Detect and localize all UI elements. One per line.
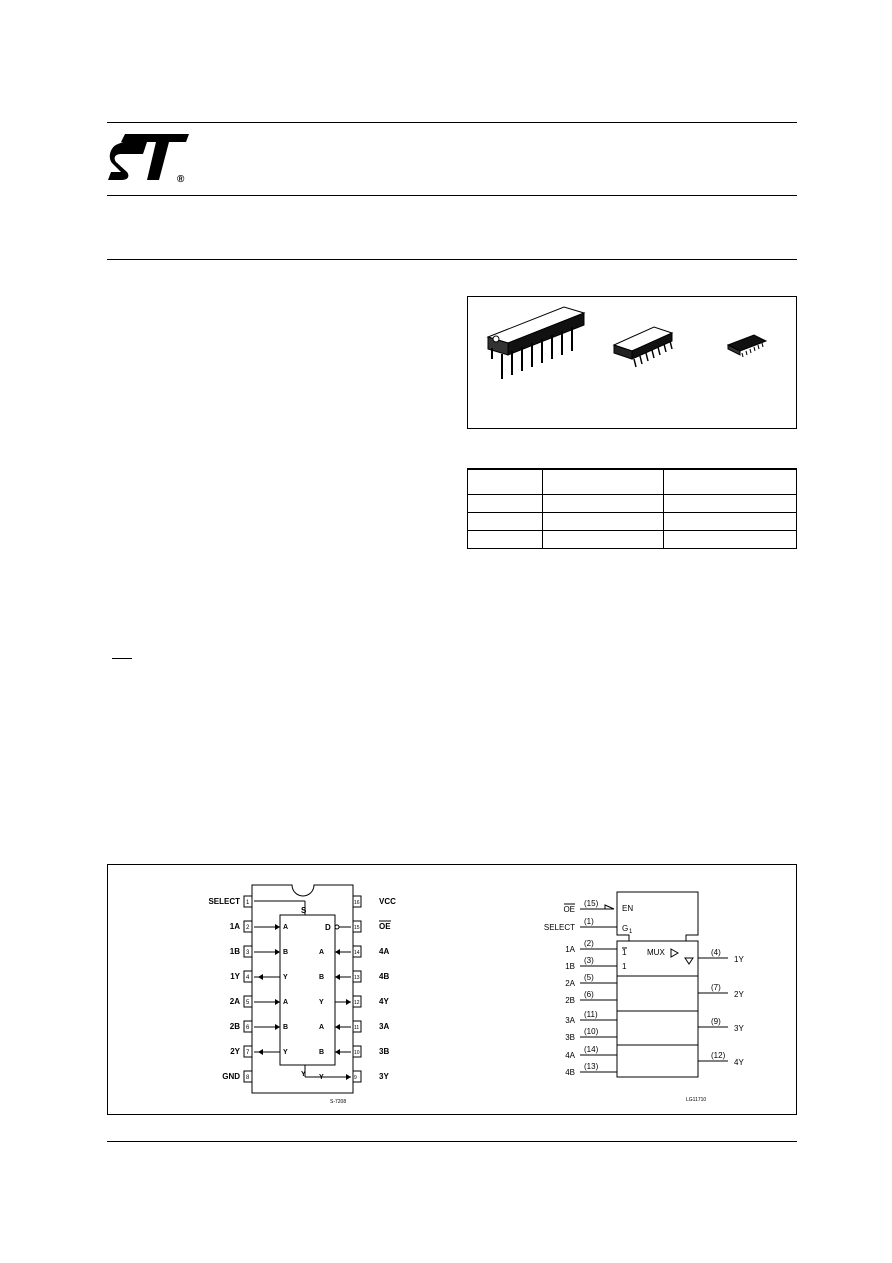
pin-number: 15 <box>354 925 360 931</box>
logic-diagram-code: LG11710 <box>686 1097 707 1103</box>
pin-number: 14 <box>354 950 360 956</box>
output-label: 3Y <box>734 1024 744 1033</box>
pin-number: 2 <box>246 925 250 931</box>
table-row <box>468 513 797 531</box>
pin-label: 1B <box>229 947 240 956</box>
table-row <box>468 531 797 549</box>
table-header-row <box>468 469 797 495</box>
pin-number: 12 <box>354 1000 360 1006</box>
overline-mark <box>112 658 132 659</box>
table-cell <box>542 513 664 531</box>
logic-symbol-diagram <box>544 892 745 1103</box>
order-codes-table <box>467 468 797 549</box>
output-pin-number: (4) <box>711 948 721 957</box>
select-letter: S <box>301 906 307 915</box>
pin-label: OE <box>379 922 391 931</box>
output-label: 1Y <box>734 955 744 964</box>
output-pin-number: (12) <box>711 1051 726 1060</box>
inner-pin-letter: Y <box>283 1049 288 1056</box>
table-cell <box>664 531 797 549</box>
oe-letter: D <box>325 923 331 932</box>
pin-number: 3 <box>246 950 250 956</box>
inner-pin-letter: B <box>319 1049 325 1056</box>
output-triangle-icon <box>685 958 693 964</box>
pin-and-logic-diagram-box <box>107 864 797 1115</box>
input-label: 2A <box>565 979 575 988</box>
input-pin-number: (2) <box>584 939 594 948</box>
input-pin-number: (15) <box>584 899 599 908</box>
table-cell <box>468 531 543 549</box>
inner-pin-letter: A <box>283 924 289 931</box>
table-cell <box>664 469 797 495</box>
pin-number: 11 <box>354 1025 360 1031</box>
input-label: OE <box>563 905 575 914</box>
sel-mark-2: 1 <box>622 962 627 971</box>
footer-rule <box>107 1141 797 1142</box>
inner-pin-letter: A <box>319 1024 325 1031</box>
input-pin-number: (6) <box>584 990 594 999</box>
g-sub-label: 1 <box>629 929 633 935</box>
pin-number: 8 <box>246 1075 250 1081</box>
table-cell <box>664 513 797 531</box>
st-logo <box>107 132 191 188</box>
pin-number: 5 <box>246 1000 250 1006</box>
bottom-y-letter: Y <box>301 1071 306 1078</box>
mux-triangle-icon <box>671 949 678 957</box>
output-label: 2Y <box>734 990 744 999</box>
input-label: 1A <box>565 945 575 954</box>
input-label: 3A <box>565 1016 575 1025</box>
package-images-box <box>467 296 797 429</box>
input-pin-number: (13) <box>584 1062 599 1071</box>
pin-label: VCC <box>379 897 396 906</box>
input-pin-number: (10) <box>584 1027 599 1036</box>
input-label: 1B <box>565 962 575 971</box>
pin-number: 16 <box>354 900 360 906</box>
pin-connection-diagram <box>208 885 396 1105</box>
output-label: 4Y <box>734 1058 744 1067</box>
inner-pin-letter: A <box>319 949 325 956</box>
inner-pin-letter: B <box>283 1024 289 1031</box>
pin-number: 6 <box>246 1025 250 1031</box>
input-pin-number: (1) <box>584 917 594 926</box>
inner-pin-letter: Y <box>319 1074 324 1081</box>
pin-label: SELECT <box>208 897 240 906</box>
pin-number: 10 <box>354 1050 360 1056</box>
pin-label: 2B <box>229 1022 240 1031</box>
output-pin-number: (7) <box>711 983 721 992</box>
output-pin-number: (9) <box>711 1017 721 1026</box>
input-label: 4A <box>565 1051 575 1060</box>
enable-triangle-icon <box>605 905 614 909</box>
input-pin-number: (14) <box>584 1045 599 1054</box>
pin-number: 1 <box>246 900 250 906</box>
pin-label: 4B <box>379 972 390 981</box>
table-cell <box>664 495 797 513</box>
pin-number: 4 <box>246 975 250 981</box>
table-cell <box>542 469 664 495</box>
pin-label: 4A <box>379 947 390 956</box>
inner-pin-letter: Y <box>319 999 324 1006</box>
pin-label: 1A <box>229 922 240 931</box>
pin-label: GND <box>222 1072 240 1081</box>
so-package-image <box>614 327 672 367</box>
pin-diagram-code: S-7208 <box>330 1099 347 1105</box>
dip-package-image <box>488 307 584 379</box>
table-row <box>468 495 797 513</box>
pin-label: 2Y <box>230 1047 240 1056</box>
table-cell <box>468 513 543 531</box>
input-label: SELECT <box>543 923 575 932</box>
header-mid-rule <box>107 195 797 196</box>
table-cell <box>468 469 543 495</box>
inner-pin-letter: B <box>319 974 325 981</box>
pin-label: 3Y <box>379 1072 389 1081</box>
input-label: 4B <box>565 1068 575 1077</box>
sel-mark-1: 1 <box>622 948 627 957</box>
pin-label: 1Y <box>230 972 240 981</box>
pin-label: 3B <box>379 1047 390 1056</box>
inner-pin-letter: A <box>283 999 289 1006</box>
tssop-package-image <box>728 335 766 357</box>
input-label: 2B <box>565 996 575 1005</box>
inner-pin-letter: Y <box>283 974 288 981</box>
table-cell <box>542 495 664 513</box>
pin-label: 2A <box>229 997 240 1006</box>
header-top-rule <box>107 122 797 123</box>
inner-pin-letter: B <box>283 949 289 956</box>
input-label: 3B <box>565 1033 575 1042</box>
mux-label: MUX <box>647 948 665 957</box>
pin-number: 13 <box>354 975 360 981</box>
table-cell <box>542 531 664 549</box>
input-pin-number: (3) <box>584 956 594 965</box>
header-bottom-rule <box>107 259 797 260</box>
pin-label: 4Y <box>379 997 389 1006</box>
en-label: EN <box>622 904 634 913</box>
pin-label: 3A <box>379 1022 390 1031</box>
pin-number: 9 <box>354 1075 357 1081</box>
registered-mark: ® <box>177 174 185 185</box>
input-pin-number: (5) <box>584 973 594 982</box>
pin-number: 7 <box>246 1050 250 1056</box>
input-pin-number: (11) <box>584 1010 598 1019</box>
g-label: G <box>622 924 629 933</box>
table-cell <box>468 495 543 513</box>
